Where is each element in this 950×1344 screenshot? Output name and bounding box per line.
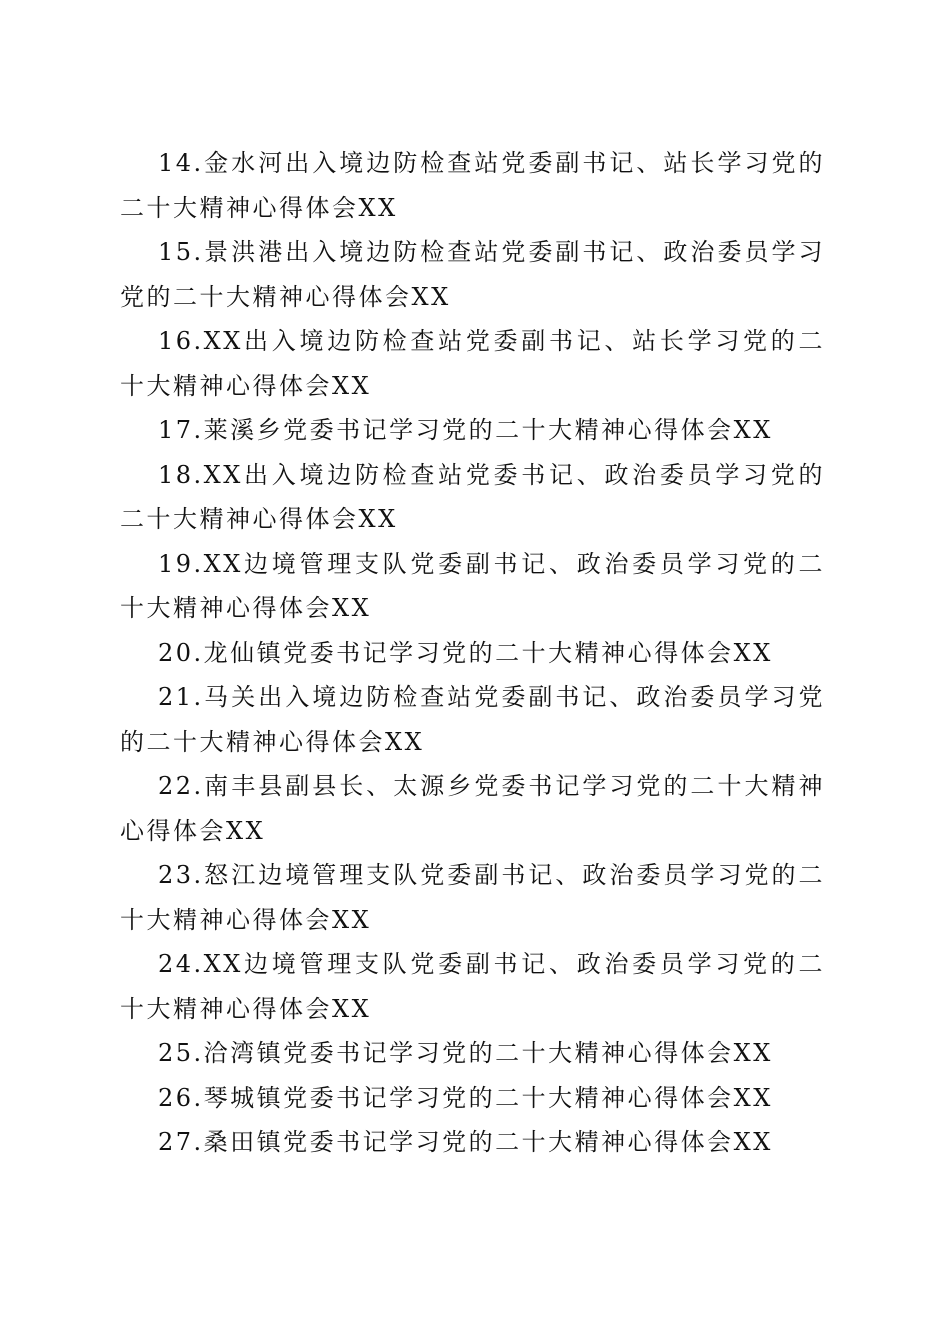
list-item: 16.XX出入境边防检查站党委副书记、站长学习党的二十大精神心得体会XX [120,327,825,400]
list-item: 26.琴城镇党委书记学习党的二十大精神心得体会XX [158,1083,773,1112]
list-item: 14.金水河出入境边防检查站党委副书记、站长学习党的二十大精神心得体会XX [120,149,825,222]
list-item: 15.景洪港出入境边防检查站党委副书记、政治委员学习党的二十大精神心得体会XX [120,238,825,311]
list-item: 24.XX边境管理支队党委副书记、政治委员学习党的二十大精神心得体会XX [120,950,825,1023]
list-item: 23.怒江边境管理支队党委副书记、政治委员学习党的二十大精神心得体会XX [120,861,825,934]
list-item: 19.XX边境管理支队党委副书记、政治委员学习党的二十大精神心得体会XX [120,549,825,622]
document-list [120,141,825,1165]
list-item: 18.XX出入境边防检查站党委书记、政治委员学习党的二十大精神心得体会XX [120,460,825,533]
list-item: 27.桑田镇党委书记学习党的二十大精神心得体会XX [158,1128,773,1156]
list-item: 20.龙仙镇党委书记学习党的二十大精神心得体会XX [158,638,773,667]
list-item: 21.马关出入境边防检查站党委副书记、政治委员学习党的二十大精神心得体会XX [120,683,825,756]
list-item: 25.洽湾镇党委书记学习党的二十大精神心得体会XX [158,1039,773,1067]
list-item: 17.莱溪乡党委书记学习党的二十大精神心得体会XX [158,416,773,444]
list-item: 22.南丰县副县长、太源乡党委书记学习党的二十大精神心得体会XX [120,772,825,845]
